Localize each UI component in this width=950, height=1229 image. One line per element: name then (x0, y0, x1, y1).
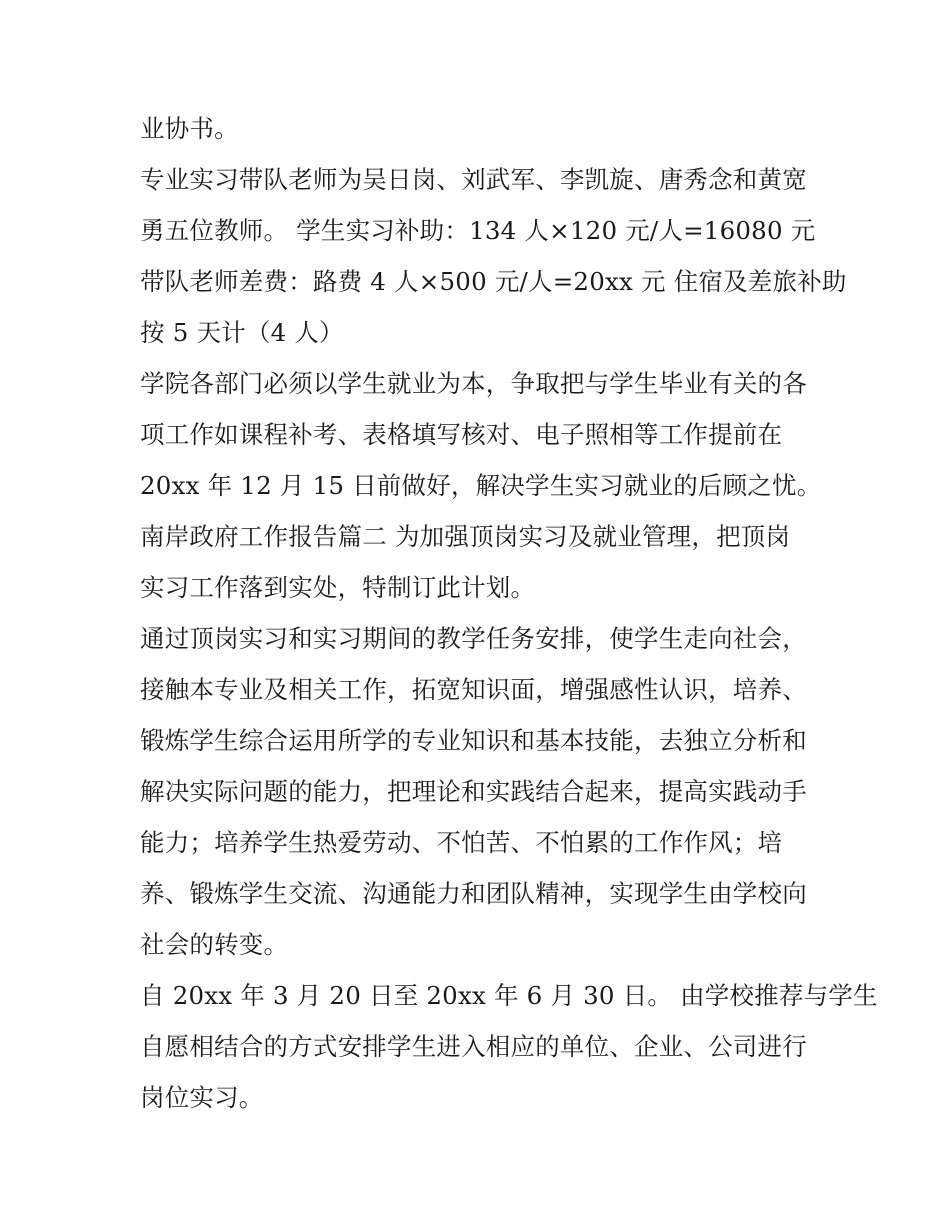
text-line: 能力；培养学生热爱劳动、不怕苦、不怕累的工作作风；培 (140, 828, 783, 857)
text-line: 学院各部门必须以学生就业为本，争取把与学生毕业有关的各 (140, 369, 807, 398)
text-line: 带队老师差费：路费 4 人×500 元/人=20xx 元 住宿及差旅补助 (140, 267, 847, 296)
text-line: 接触本专业及相关工作，拓宽知识面，增强感性认识，培养、 (140, 675, 807, 704)
text-line: 业协书。 (140, 114, 239, 143)
text-line: 社会的转变。 (140, 930, 289, 959)
text-line: 自 20xx 年 3 月 20 日至 20xx 年 6 月 30 日。 由学校推荐与学生 (140, 981, 878, 1010)
text-line: 锻炼学生综合运用所学的专业知识和基本技能，去独立分析和 (140, 726, 807, 755)
text-line: 解决实际问题的能力，把理论和实践结合起来，提高实践动手 (140, 777, 807, 806)
text-line: 按 5 天计（4 人） (140, 318, 344, 347)
text-line: 通过顶岗实习和实习期间的教学任务安排，使学生走向社会， (140, 624, 807, 653)
text-line: 项工作如课程补考、表格填写核对、电子照相等工作提前在 (140, 420, 783, 449)
text-line: 养、锻炼学生交流、沟通能力和团队精神，实现学生由学校向 (140, 879, 807, 908)
text-line: 专业实习带队老师为吴日岗、刘武军、李凯旋、唐秀念和黄宽 (140, 165, 807, 194)
document-body (140, 103, 878, 1123)
text-line: 实习工作落到实处，特制订此计划。 (140, 573, 536, 602)
text-line: 自愿相结合的方式安排学生进入相应的单位、企业、公司进行 (140, 1032, 807, 1061)
text-line: 南岸政府工作报告篇二 为加强顶岗实习及就业管理，把顶岗 (140, 522, 791, 551)
text-line: 勇五位教师。 学生实习补助：134 人×120 元/人=16080 元 (140, 216, 816, 245)
text-line: 岗位实习。 (140, 1083, 264, 1112)
text-line: 20xx 年 12 月 15 日前做好，解决学生实习就业的后顾之忧。 (140, 471, 822, 500)
